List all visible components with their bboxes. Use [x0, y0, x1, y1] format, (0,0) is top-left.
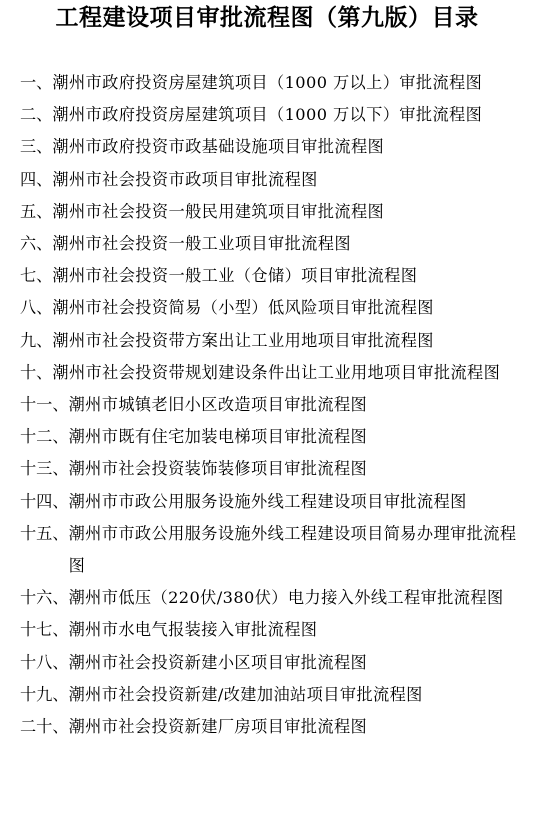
toc-item-number: 十七、: [20, 620, 69, 640]
toc-item-number: 十六、: [20, 588, 69, 608]
document-title: 工程建设项目审批流程图（第九版）目录: [55, 5, 479, 31]
toc-item-number: 十三、: [20, 459, 69, 479]
toc-item-number: 七、: [20, 266, 53, 286]
toc-item: [20, 292, 520, 324]
toc-item: [20, 453, 520, 485]
toc-item-number: 十、: [20, 362, 53, 382]
toc-item: [20, 582, 520, 614]
toc-item-number: 一、: [20, 73, 53, 92]
toc-item: [20, 99, 520, 131]
toc-item-title: 潮州市社会投资简易（小型）低风险项目审批流程图: [52, 298, 434, 318]
toc-item-title: 潮州市市政公用服务设施外线工程建设项目简易办理审批流程图: [68, 523, 517, 576]
toc-item: [20, 131, 520, 163]
toc-item-number: 四、: [20, 169, 53, 189]
toc-item-number: 五、: [20, 201, 53, 221]
toc-item-title: 潮州市社会投资市政项目审批流程图: [52, 169, 318, 189]
toc-item-title: 潮州市社会投资新建厂房项目审批流程图: [68, 717, 368, 737]
toc-item-title: 潮州市社会投资新建小区项目审批流程图: [68, 652, 368, 672]
toc-item-title: 潮州市社会投资带规划建设条件出让工业用地项目审批流程图: [52, 362, 501, 382]
toc-item-title: 潮州市社会投资一般工业（仓储）项目审批流程图: [52, 266, 418, 286]
toc-item-number: 十五、: [20, 523, 69, 543]
toc-item-title: 潮州市政府投资房屋建筑项目（1000 万以下）审批流程图: [52, 105, 483, 125]
toc-item-number: 十九、: [20, 684, 69, 704]
toc-item: [20, 647, 520, 679]
toc-item-title: 潮州市既有住宅加装电梯项目审批流程图: [68, 427, 368, 447]
toc-item-title: 潮州市政府投资市政基础设施项目审批流程图: [52, 137, 385, 157]
toc-item-number: 十二、: [20, 427, 69, 447]
toc-item-number: 九、: [20, 330, 53, 350]
toc-item: [20, 679, 520, 711]
toc-item-number: 六、: [20, 234, 53, 254]
toc-item: [20, 486, 520, 518]
toc-item-number: 二十、: [20, 717, 69, 737]
toc-item-title: 潮州市水电气报装接入审批流程图: [68, 620, 318, 640]
toc-item-title: 潮州市政府投资房屋建筑项目（1000 万以上）审批流程图: [52, 73, 483, 92]
toc-item-title: 潮州市低压（220伏/380伏）电力接入外线工程审批流程图: [68, 588, 504, 608]
toc-item-title: 潮州市市政公用服务设施外线工程建设项目审批流程图: [68, 491, 467, 511]
toc-item-number: 十四、: [20, 491, 69, 511]
toc-item-number: 二、: [20, 105, 53, 125]
toc-item-number: 十八、: [20, 652, 69, 672]
toc-item-number: 十一、: [20, 395, 69, 415]
toc-item: [20, 357, 520, 389]
toc-item: [20, 325, 520, 357]
toc-item: [20, 228, 520, 260]
toc-item: [20, 389, 520, 421]
toc-item: [20, 518, 520, 582]
toc-item-number: 三、: [20, 137, 53, 157]
toc-item: [20, 421, 520, 453]
toc-item-title: 潮州市社会投资一般民用建筑项目审批流程图: [52, 201, 385, 221]
toc-item-title: 潮州市社会投资装饰装修项目审批流程图: [68, 459, 368, 479]
toc-item: [20, 260, 520, 292]
toc-item: [20, 614, 520, 646]
toc-item: [20, 67, 520, 99]
toc-item: [20, 196, 520, 228]
toc-item-title: 潮州市社会投资新建/改建加油站项目审批流程图: [68, 684, 423, 704]
toc-item-title: 潮州市社会投资一般工业项目审批流程图: [52, 234, 351, 254]
toc-item: [20, 164, 520, 196]
toc-item: [20, 711, 520, 743]
toc-item-title: 潮州市社会投资带方案出让工业用地项目审批流程图: [52, 330, 434, 350]
table-of-contents: [20, 67, 520, 743]
toc-item-number: 八、: [20, 298, 53, 318]
toc-item-title: 潮州市城镇老旧小区改造项目审批流程图: [68, 395, 368, 415]
